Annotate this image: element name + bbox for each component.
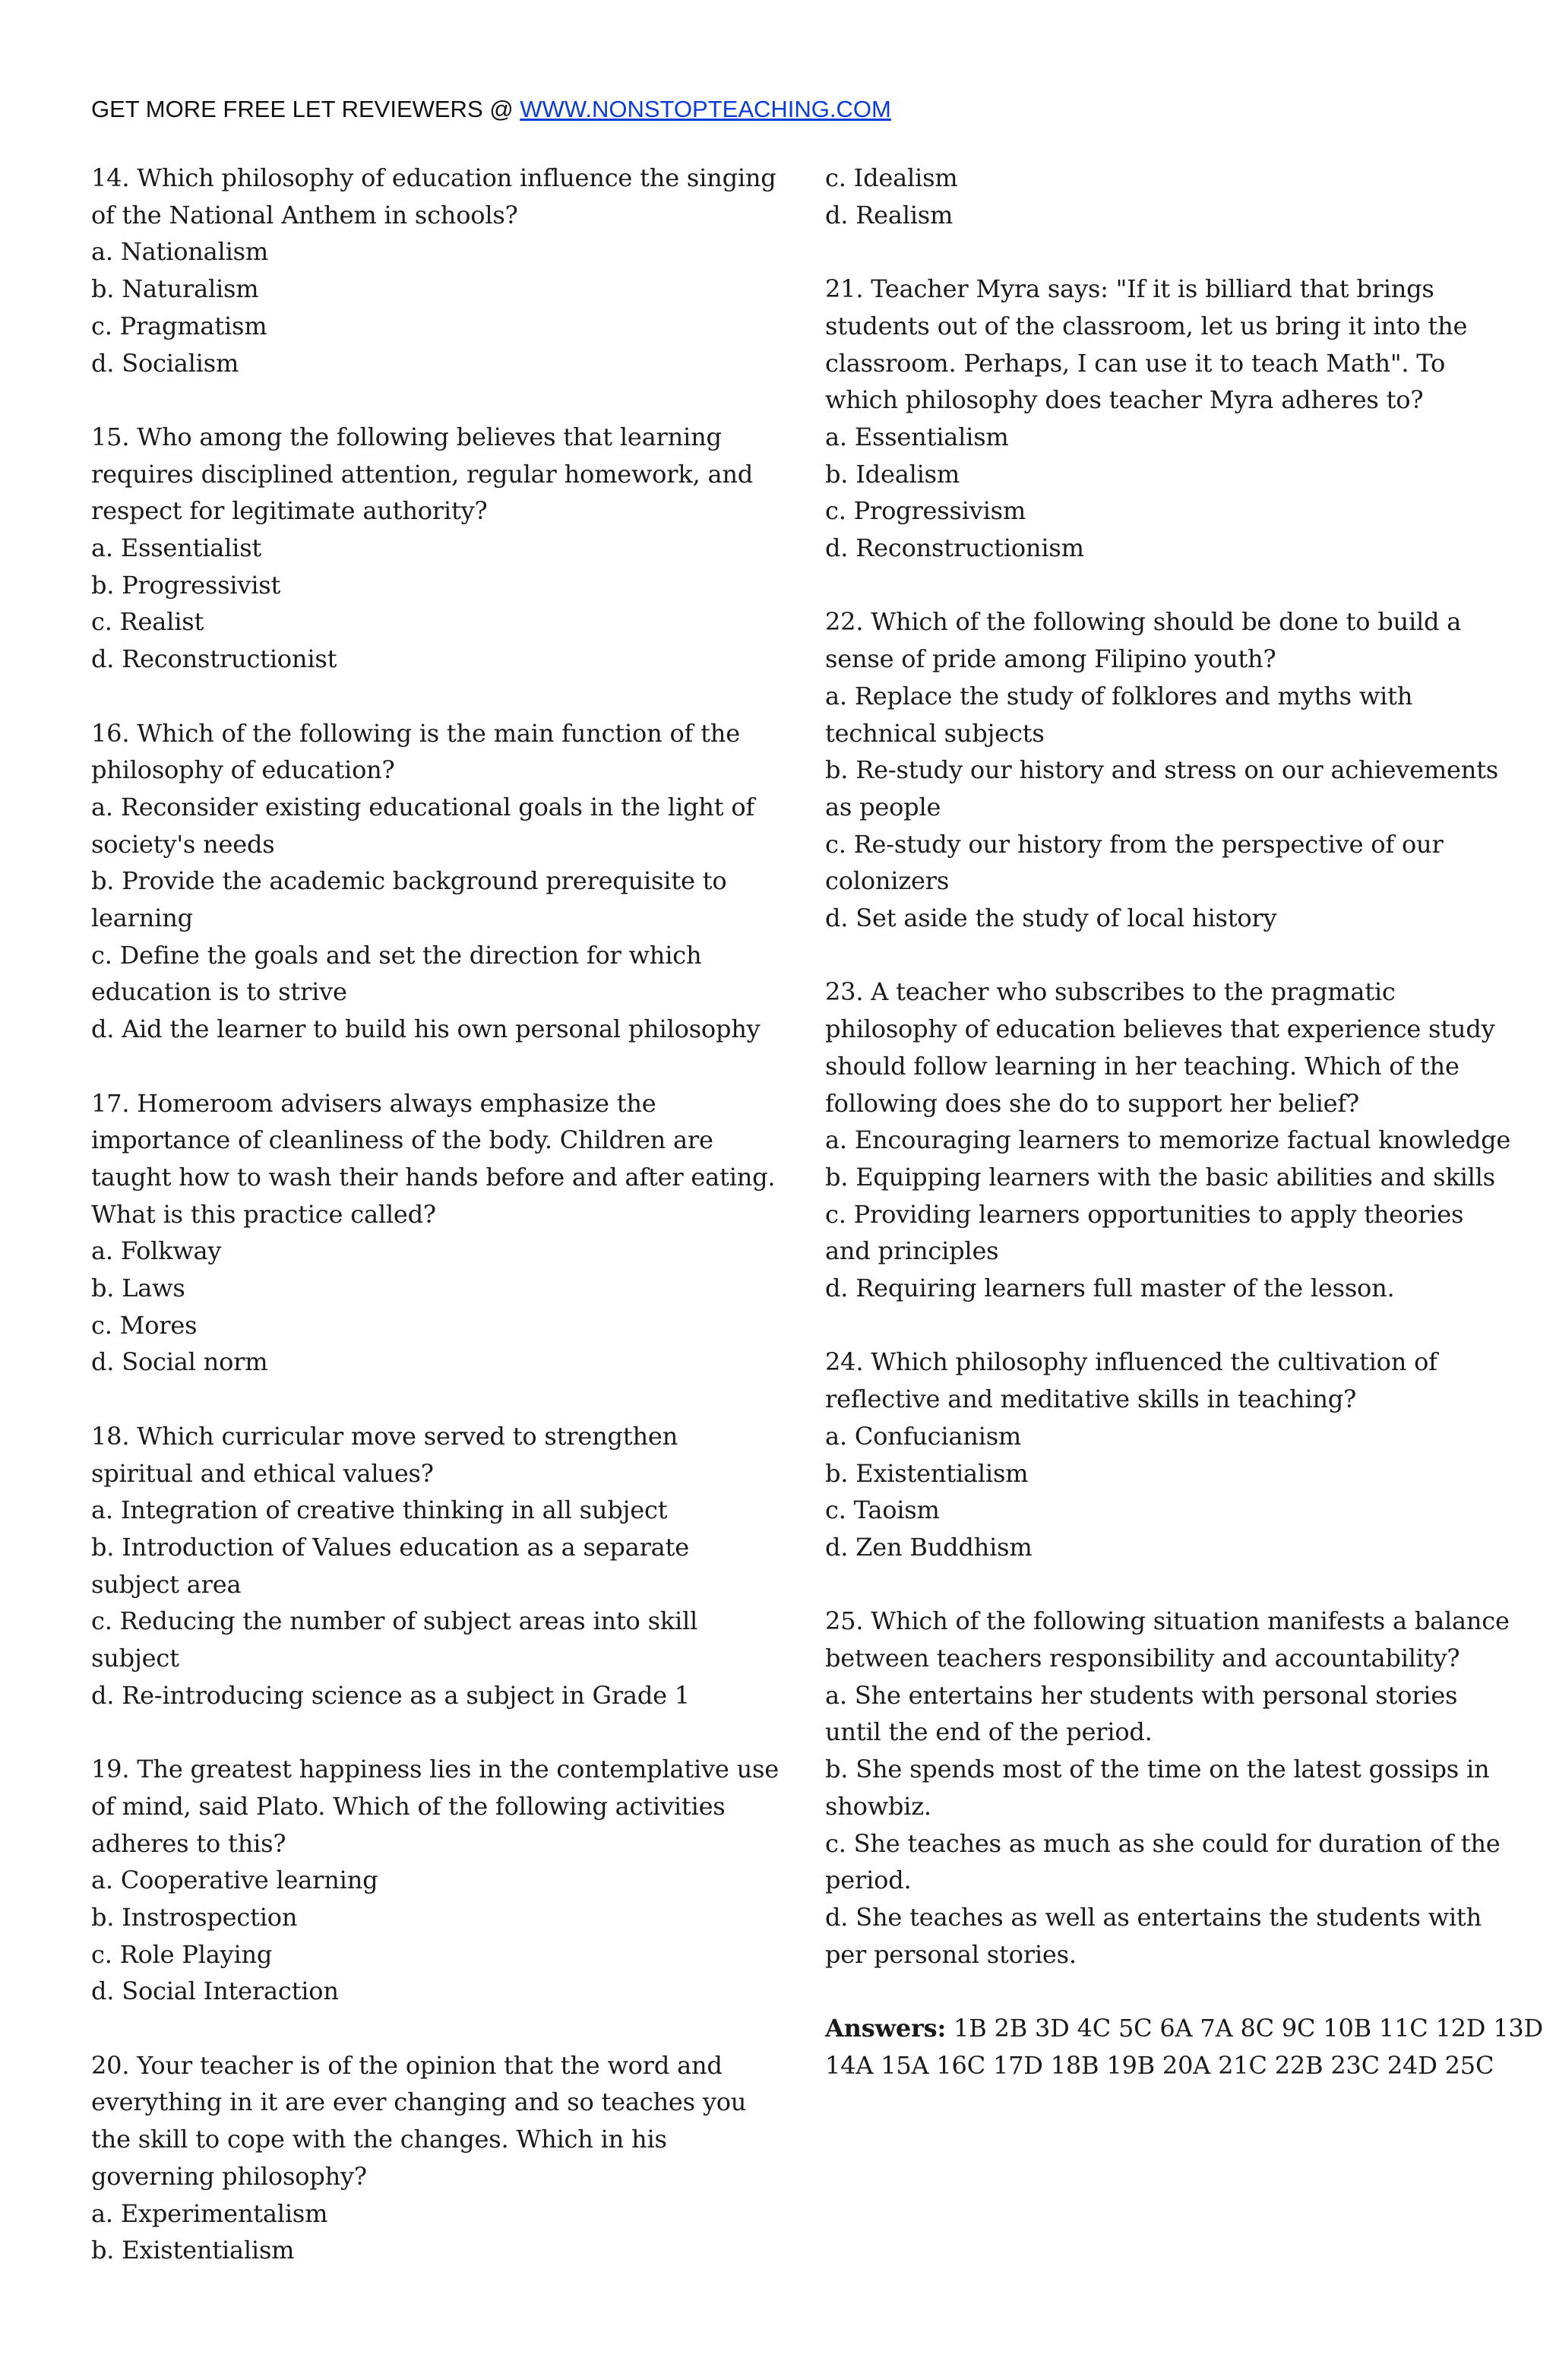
spacer — [825, 1307, 1494, 1344]
text-line: requires disciplined attention, regular homework, and — [91, 459, 754, 489]
question-block — [825, 973, 1511, 1306]
text-line: and principles — [825, 1236, 999, 1266]
text-line: should follow learning in her teaching. Which of the — [825, 1051, 1460, 1081]
text-line: b. Laws — [91, 1274, 185, 1303]
question-text: 20. Your teacher is of the opinion that the word and — [91, 2050, 723, 2080]
text-line: philosophy of education? — [91, 755, 395, 785]
text-line: between teachers responsibility and accountability? — [825, 1644, 1460, 1673]
text-line: a. Folkway — [91, 1236, 222, 1266]
text-line: which philosophy does teacher Myra adheres to? — [825, 385, 1424, 415]
spacer — [825, 1973, 1494, 2010]
question-block — [825, 271, 1494, 567]
text-line: d. Reconstructionism — [825, 533, 1084, 563]
text-line: c. Role Playing — [91, 1939, 273, 1969]
answer-key-values-1: 1B 2B 3D 4C 5C 6A 7A 8C 9C 10B 11C 12D 13D — [946, 2014, 1544, 2043]
text-line: c. Taoism — [825, 1495, 940, 1525]
text-line: b. Re-study our history and stress on our achievements — [825, 755, 1499, 785]
text-line: students out of the classroom, let us bring it into the — [825, 311, 1468, 340]
question-text: 15. Who among the following believes that learning — [91, 422, 722, 451]
text-line: d. Social norm — [91, 1347, 268, 1377]
text-line: society's needs — [91, 829, 275, 859]
question-block — [91, 160, 776, 381]
text-line: learning — [91, 904, 193, 933]
text-line: b. Provide the academic background prerequisite to — [91, 866, 727, 896]
page-header — [91, 93, 891, 126]
text-line: period. — [825, 1866, 912, 1895]
spacer — [825, 567, 1494, 604]
spacer — [91, 1048, 745, 1085]
header-text: GET MORE FREE LET REVIEWERS @ — [91, 96, 520, 122]
question-block — [825, 160, 1494, 233]
text-line: b. Idealism — [825, 459, 960, 489]
text-line: the skill to cope with the changes. Which in his — [91, 2125, 667, 2154]
question-text: 24. Which philosophy influenced the cultivation of — [825, 1347, 1437, 1377]
text-line: classroom. Perhaps, I can use it to teach Math". To — [825, 348, 1446, 378]
answer-key — [825, 2010, 1544, 2084]
spacer — [825, 1566, 1494, 1603]
question-text: 16. Which of the following is the main function of the — [91, 718, 740, 748]
text-line: a. Encouraging learners to memorize factual knowledge — [825, 1125, 1511, 1155]
text-line: a. Confucianism — [825, 1421, 1022, 1451]
text-line: b. Naturalism — [91, 274, 259, 304]
question-text: c. Idealism — [825, 163, 958, 192]
text-line: a. Essentialist — [91, 533, 262, 563]
spacer — [825, 937, 1494, 974]
text-line: as people — [825, 792, 941, 821]
text-line: b. She spends most of the time on the latest gossips in — [825, 1755, 1490, 1784]
text-line: d. Re-introducing science as a subject in Grade 1 — [91, 1680, 690, 1710]
text-line: importance of cleanliness of the body. Children are — [91, 1125, 713, 1155]
text-line: subject — [91, 1644, 179, 1673]
text-line: c. Progressivism — [825, 496, 1026, 526]
text-line: b. Progressivist — [91, 570, 281, 600]
spacer — [91, 678, 745, 715]
question-text: 22. Which of the following should be done to build a — [825, 607, 1462, 637]
text-line: d. Reconstructionist — [91, 644, 337, 674]
text-line: following does she do to support her belief? — [825, 1088, 1360, 1118]
answer-key-line-1 — [825, 2010, 1544, 2047]
text-line: a. Nationalism — [91, 237, 268, 267]
text-line: everything in it are ever changing and so teaches you — [91, 2087, 747, 2117]
question-text: 19. The greatest happiness lies in the contemplative use — [91, 1755, 780, 1784]
question-text: 23. A teacher who subscribes to the pragmatic — [825, 977, 1396, 1007]
spacer — [825, 233, 1494, 271]
text-line: a. Essentialism — [825, 422, 1009, 451]
text-line: b. Equipping learners with the basic abilities and skills — [825, 1162, 1495, 1192]
text-line: respect for legitimate authority? — [91, 496, 488, 526]
spacer — [91, 381, 745, 419]
spacer — [91, 1381, 745, 1418]
text-line: philosophy of education believes that experience study — [825, 1014, 1495, 1044]
answer-key-label: Answers: — [825, 2014, 947, 2043]
spacer — [91, 2010, 745, 2047]
question-text: 14. Which philosophy of education influence the singing — [91, 163, 776, 192]
text-line: a. Experimentalism — [91, 2198, 328, 2228]
text-line: d. Socialism — [91, 348, 239, 378]
text-line: a. Reconsider existing educational goals in the light of — [91, 792, 755, 821]
text-line: a. Integration of creative thinking in all subject — [91, 1495, 668, 1525]
question-text: 25. Which of the following situation manifests a balance — [825, 1606, 1510, 1636]
question-block — [825, 1343, 1494, 1565]
text-line: What is this practice called? — [91, 1199, 436, 1229]
text-line: adheres to this? — [91, 1828, 286, 1858]
question-text: 21. Teacher Myra says: "If it is billiard that brings — [825, 274, 1434, 304]
text-line: a. Cooperative learning — [91, 1866, 378, 1895]
text-line: colonizers — [825, 866, 950, 896]
text-line: b. Instrospection — [91, 1902, 298, 1932]
website-link[interactable]: WWW.NONSTOPTEACHING.COM — [520, 96, 891, 122]
text-line: d. Requiring learners full master of the lesson. — [825, 1274, 1395, 1303]
text-line: a. Replace the study of folklores and myths with — [825, 681, 1413, 711]
question-block — [91, 1418, 745, 1714]
answer-key-line-2: 14A 15A 16C 17D 18B 19B 20A 21C 22B 23C 24D 25C — [825, 2050, 1494, 2080]
text-line: d. Realism — [825, 200, 954, 229]
text-line: d. Set aside the study of local history — [825, 904, 1277, 933]
question-block — [91, 1751, 780, 2010]
text-line: subject area — [91, 1569, 242, 1599]
text-line: c. Re-study our history from the perspective of our — [825, 829, 1444, 859]
right-questions — [825, 160, 1511, 2010]
text-line: until the end of the period. — [825, 1717, 1153, 1747]
text-line: c. Reducing the number of subject areas into skill — [91, 1606, 698, 1636]
text-line: reflective and meditative skills in teaching? — [825, 1385, 1357, 1414]
text-line: sense of pride among Filipino youth? — [825, 644, 1276, 674]
text-line: c. Realist — [91, 607, 204, 637]
text-line: of the National Anthem in schools? — [91, 200, 518, 229]
text-line: c. Define the goals and set the direction for which — [91, 940, 702, 970]
question-block — [825, 603, 1499, 936]
text-line: showbiz. — [825, 1791, 931, 1821]
text-line: education is to strive — [91, 977, 347, 1007]
question-text: 17. Homeroom advisers always emphasize the — [91, 1088, 656, 1118]
text-line: of mind, said Plato. Which of the following activities — [91, 1791, 726, 1821]
question-block — [91, 715, 761, 1048]
question-text: 18. Which curricular move served to strengthen — [91, 1421, 678, 1451]
text-line: d. Social Interaction — [91, 1976, 339, 2006]
spacer — [91, 1714, 745, 1751]
text-line: taught how to wash their hands before and after eating. — [91, 1162, 776, 1192]
text-line: c. Pragmatism — [91, 311, 267, 340]
left-column — [91, 160, 780, 2269]
question-block — [91, 419, 754, 678]
text-line: per personal stories. — [825, 1939, 1077, 1969]
text-line: c. Providing learners opportunities to apply theories — [825, 1199, 1464, 1229]
question-block — [825, 1603, 1510, 1973]
text-line: d. She teaches as well as entertains the students with — [825, 1902, 1482, 1932]
question-block — [91, 2047, 745, 2269]
text-line: b. Existentialism — [825, 1458, 1029, 1488]
text-line: c. Mores — [91, 1310, 198, 1340]
right-column — [825, 160, 1544, 2084]
text-line: d. Aid the learner to build his own personal philosophy — [91, 1014, 761, 1044]
question-block — [91, 1085, 776, 1381]
text-line: a. She entertains her students with personal stories — [825, 1680, 1458, 1710]
text-line: technical subjects — [825, 718, 1045, 748]
text-line: c. She teaches as much as she could for duration of the — [825, 1828, 1501, 1858]
text-line: governing philosophy? — [91, 2161, 367, 2191]
text-line: b. Introduction of Values education as a separate — [91, 1532, 689, 1562]
text-line: d. Zen Buddhism — [825, 1532, 1033, 1562]
text-line: spiritual and ethical values? — [91, 1458, 434, 1488]
text-line: b. Existentialism — [91, 2236, 295, 2265]
